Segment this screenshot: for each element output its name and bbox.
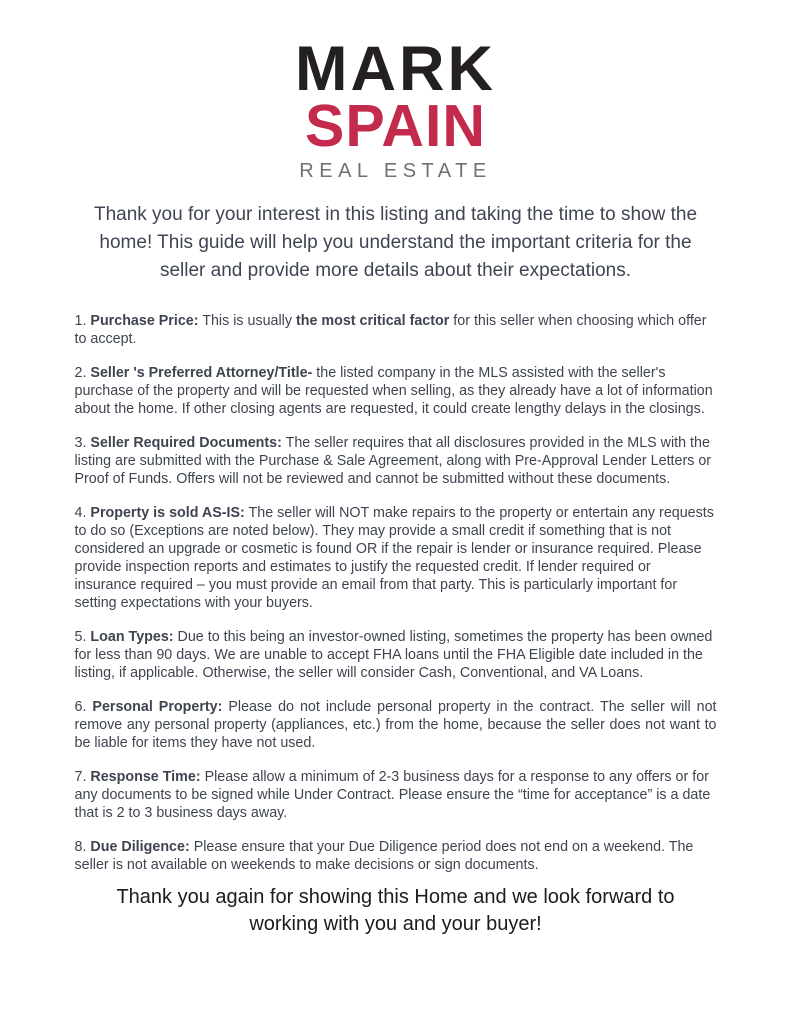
item-text: for this seller when choosing which offer to accept.: [74, 313, 707, 347]
item-bold-text: Loan Types:: [90, 629, 174, 645]
item-bold-text: the most critical factor: [295, 313, 450, 329]
item-bold-text: Response Time:: [90, 769, 201, 785]
closing-paragraph: Thank you again for showing this Home and we look forward to working with you and your buyer!: [116, 886, 675, 935]
item-number: 4.: [74, 505, 91, 521]
item-text: The seller will NOT make repairs to the property or entertain any requests to do so (Exceptions are noted below). They may provide a small credit if something that is not considered an upgrade or cosmetic is found OR if the repair is lender or insurance required. Please provide inspection reports and estimates to justify the requested credit. If lender required or insurance required – you must provide an email from that party. This is particularly important for setting expectations with your buyers.: [74, 505, 714, 611]
list-item-6: [75, 698, 717, 752]
item-number: 2.: [74, 365, 91, 381]
item-number: 7.: [74, 769, 91, 785]
item-number: 8.: [74, 839, 91, 855]
list-item-7: [75, 768, 717, 822]
item-bold-text: Property is sold AS-IS:: [90, 505, 245, 521]
item-number: 3.: [74, 435, 91, 451]
item-number: 6.: [74, 699, 93, 715]
item-text: The seller requires that all disclosures provided in the MLS with the listing are submitted with the Purchase & Sale Agreement, along with Pre-Approval Lender Letters or Proof of Funds. Offers will not be reviewed and cannot be submitted without these documents.: [74, 435, 712, 487]
item-bold-text: Purchase Price:: [90, 313, 199, 329]
list-item-8: [75, 838, 717, 874]
intro-paragraph: Thank you for your interest in this listing and taking the time to show the home! This guide will help you understand the important criteria for the seller and provide more details about their expectations.: [93, 204, 698, 281]
item-text: Please ensure that your Due Diligence period does not end on a weekend. The seller is not available on weekends to make decisions or sign documents.: [74, 839, 694, 873]
item-bold-text: Personal Property:: [92, 699, 223, 715]
items-list: [75, 312, 717, 874]
logo-spain-text: SPAIN: [305, 93, 486, 159]
logo-real-estate-text: REAL ESTATE: [299, 160, 492, 182]
list-item-2: [75, 364, 717, 418]
list-item-1: [75, 312, 717, 348]
item-text: Due to this being an investor-owned listing, sometimes the property has been owned for less than 90 days. We are unable to accept FHA loans until the FHA Eligible date included in the listing, if applicable. Otherwise, the seller will consider Cash, Conventional, and VA Loans.: [74, 629, 713, 681]
list-item-4: [75, 504, 717, 612]
list-item-5: [75, 628, 717, 682]
item-text: the listed company in the MLS assisted with the seller's purchase of the property and will be requested when selling, as they already have a lot of information about the home. If other closing agents are requested, it could create lengthy delays in the closings.: [74, 365, 713, 417]
item-text: This is usually: [198, 313, 296, 329]
item-number: 5.: [74, 629, 91, 645]
item-number: 1.: [74, 313, 91, 329]
item-bold-text: Seller Required Documents:: [90, 435, 282, 451]
logo-mark-text: MARK: [295, 34, 496, 104]
logo: [0, 34, 791, 182]
item-text: Please do not include personal property in the contract. The seller will not remove any personal property (appliances, etc.) from the home, because the seller does not want to be liable for items they have not used.: [74, 699, 717, 751]
item-bold-text: Seller 's Preferred Attorney/Title-: [90, 365, 313, 381]
list-item-3: [75, 434, 717, 488]
item-text: Please allow a minimum of 2-3 business days for a response to any offers or for any documents to be signed while Under Contract. Please ensure the “time for acceptance” is a date that is 2 to 3 business days away.: [74, 769, 711, 821]
item-bold-text: Due Diligence:: [90, 839, 190, 855]
